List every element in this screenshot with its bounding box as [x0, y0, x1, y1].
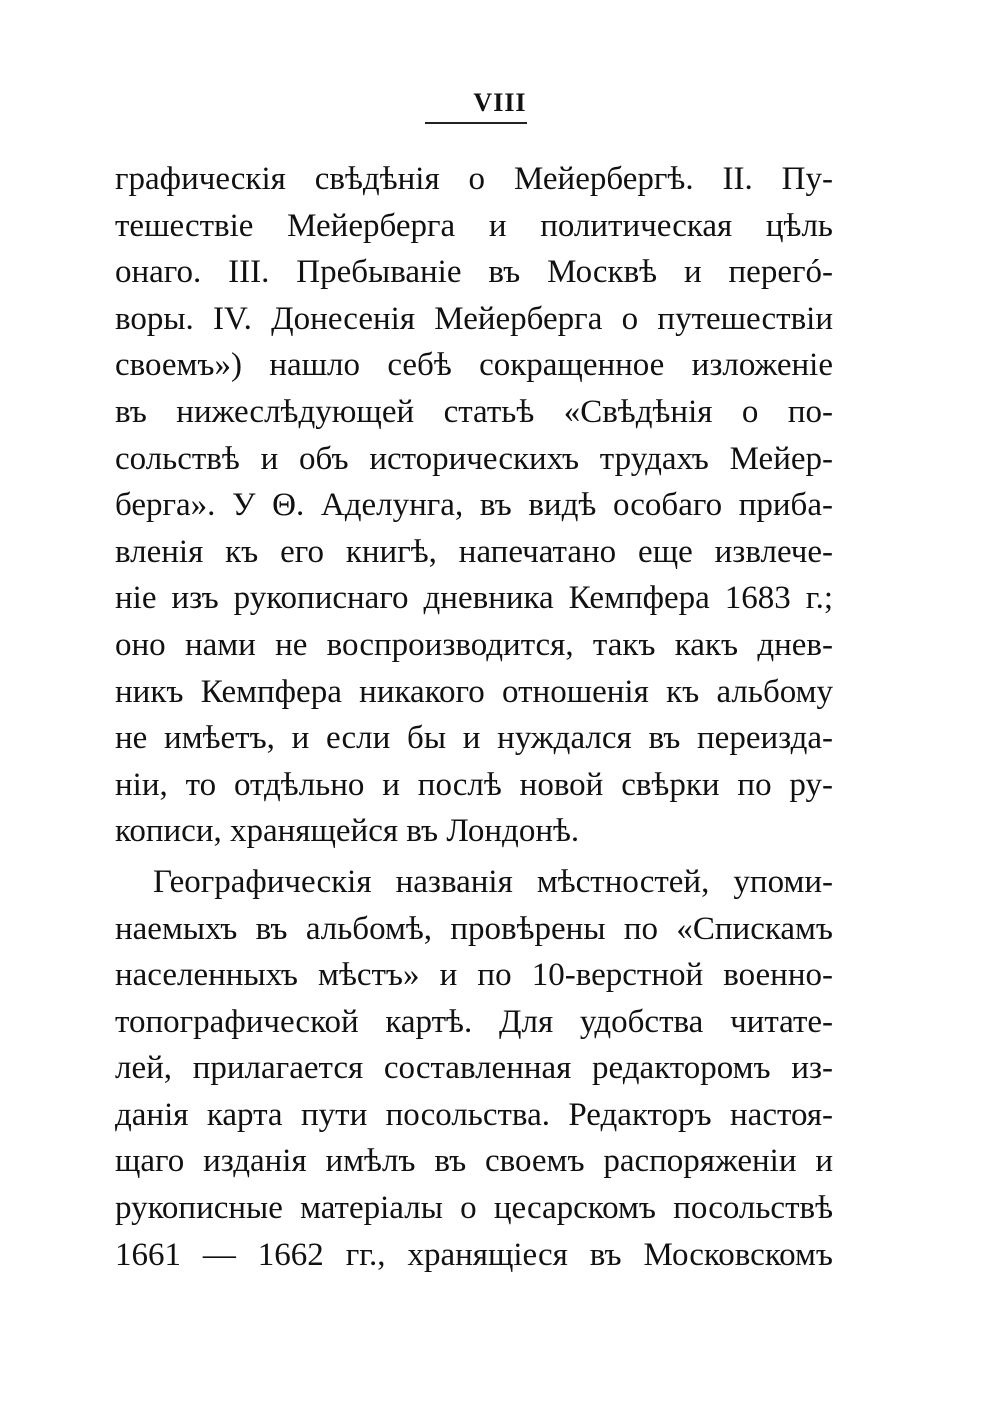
text-line: тешествіе Мейерберга и политическая цѣль [115, 207, 833, 244]
text-line: данія карта пути посольства. Редакторъ настоя- [115, 1096, 833, 1133]
text-line: не имѣетъ, и если бы и нуждался въ переизда- [115, 720, 833, 757]
paragraph-2 [115, 859, 833, 1278]
text-line: ніи, то отдѣльно и послѣ новой свѣрки по ру- [115, 766, 833, 803]
body-text [115, 156, 833, 1278]
text-line: никъ Кемпфера никакого отношенія къ альбому [115, 673, 833, 710]
text-line: наемыхъ въ альбомѣ, провѣрены по «Спискамъ [115, 910, 833, 947]
text-line: рукописные матеріалы о цесарскомъ посольствѣ [115, 1190, 833, 1227]
text-line: щаго изданія имѣлъ въ своемъ распоряженіи и [115, 1143, 833, 1180]
text-line: 1661 — 1662 гг., хранящіеся въ Московскомъ [115, 1236, 833, 1273]
text-line: кописи, хранящейся въ Лондонѣ. [115, 813, 580, 850]
page-number: VIII [473, 88, 527, 117]
text-line: сольствѣ и объ историческихъ трудахъ Мейер- [115, 440, 833, 477]
paragraph-1 [115, 156, 833, 855]
text-line: населенныхъ мѣстъ» и по 10-верстной военно- [115, 957, 833, 994]
text-line: онаго. III. Пребываніе въ Москвѣ и перегó- [115, 254, 833, 291]
text-line: Географическія названія мѣстностей, упоми- [153, 863, 833, 900]
text-line: своемъ») нашло себѣ сокращенное изложеніе [115, 347, 833, 384]
text-line: топографической картѣ. Для удобства читате- [115, 1003, 833, 1040]
header-rule [425, 122, 527, 124]
text-line: вленія къ его книгѣ, напечатано еще извлече- [115, 533, 833, 570]
text-line: въ нижеслѣдующей статьѣ «Свѣдѣнія о по- [115, 393, 833, 430]
text-line: воры. IV. Донесенія Мейерберга о путешествіи [115, 300, 833, 337]
text-line: берга». У Θ. Аделунга, въ видѣ особаго прибa- [115, 487, 833, 524]
text-line: лей, прилагается составленная редакторомъ из- [115, 1050, 833, 1087]
text-line: оно нами не воспроизводится, такъ какъ днев- [115, 626, 833, 663]
text-line: ніе изъ рукописнаго дневника Кемпфера 1683 г.; [115, 580, 833, 617]
text-line: графическія свѣдѣнія о Мейербергѣ. II. Пу- [115, 161, 833, 197]
